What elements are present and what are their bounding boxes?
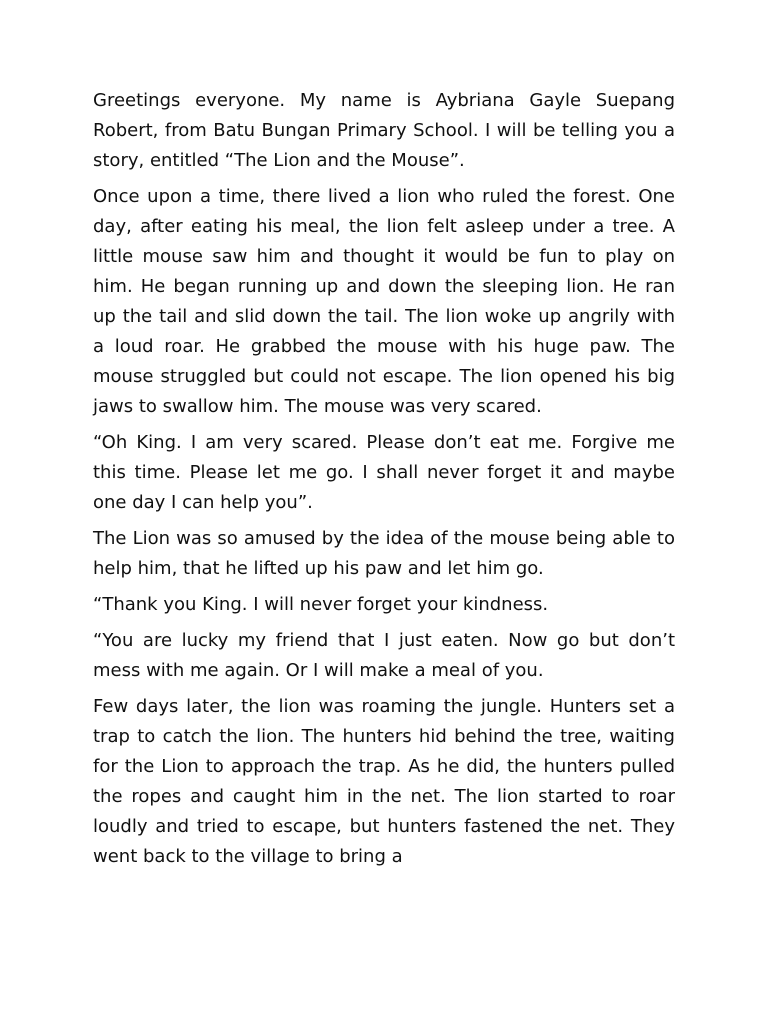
paragraph-lion-releases: The Lion was so amused by the idea of the mouse being able to help him, that he lifted up his paw and let him go. [93, 528, 675, 579]
paragraph-mouse-plea: “Oh King. I am very scared. Please don’t eat me. Forgive me this time. Please let me go. I shall never forget it and maybe one day I can help you”. [93, 432, 675, 513]
paragraph-lion-warning: “You are lucky my friend that I just eaten. Now go but don’t mess with me again. Or I will make a meal of you. [93, 630, 675, 681]
paragraph-story-opening: Once upon a time, there lived a lion who ruled the forest. One day, after eating his meal, the lion felt asleep under a tree. A little mouse saw him and thought it would be fun to play on him. He began running up and down the sleeping lion. He ran up the tail and slid down the tail. The lion woke up angrily with a loud roar. He grabbed the mouse with his huge paw. The mouse struggled but could not escape. The lion opened his big jaws to swallow him. The mouse was very scared. [93, 186, 675, 417]
paragraph-hunters-trap: Few days later, the lion was roaming the jungle. Hunters set a trap to catch the lion. The hunters hid behind the tree, waiting for the Lion to approach the trap. As he did, the hunters pulled the ropes and caught him in the net. The lion started to roar loudly and tried to escape, but hunters fastened the net. They went back to the village to bring a [93, 696, 675, 867]
paragraph-introduction: Greetings everyone. My name is Aybriana Gayle Suepang Robert, from Batu Bungan Primary School. I will be telling you a story, entitled “The Lion and the Mouse”. [93, 90, 675, 171]
document-page [93, 86, 675, 878]
paragraph-mouse-thanks: “Thank you King. I will never forget your kindness. [93, 594, 549, 615]
